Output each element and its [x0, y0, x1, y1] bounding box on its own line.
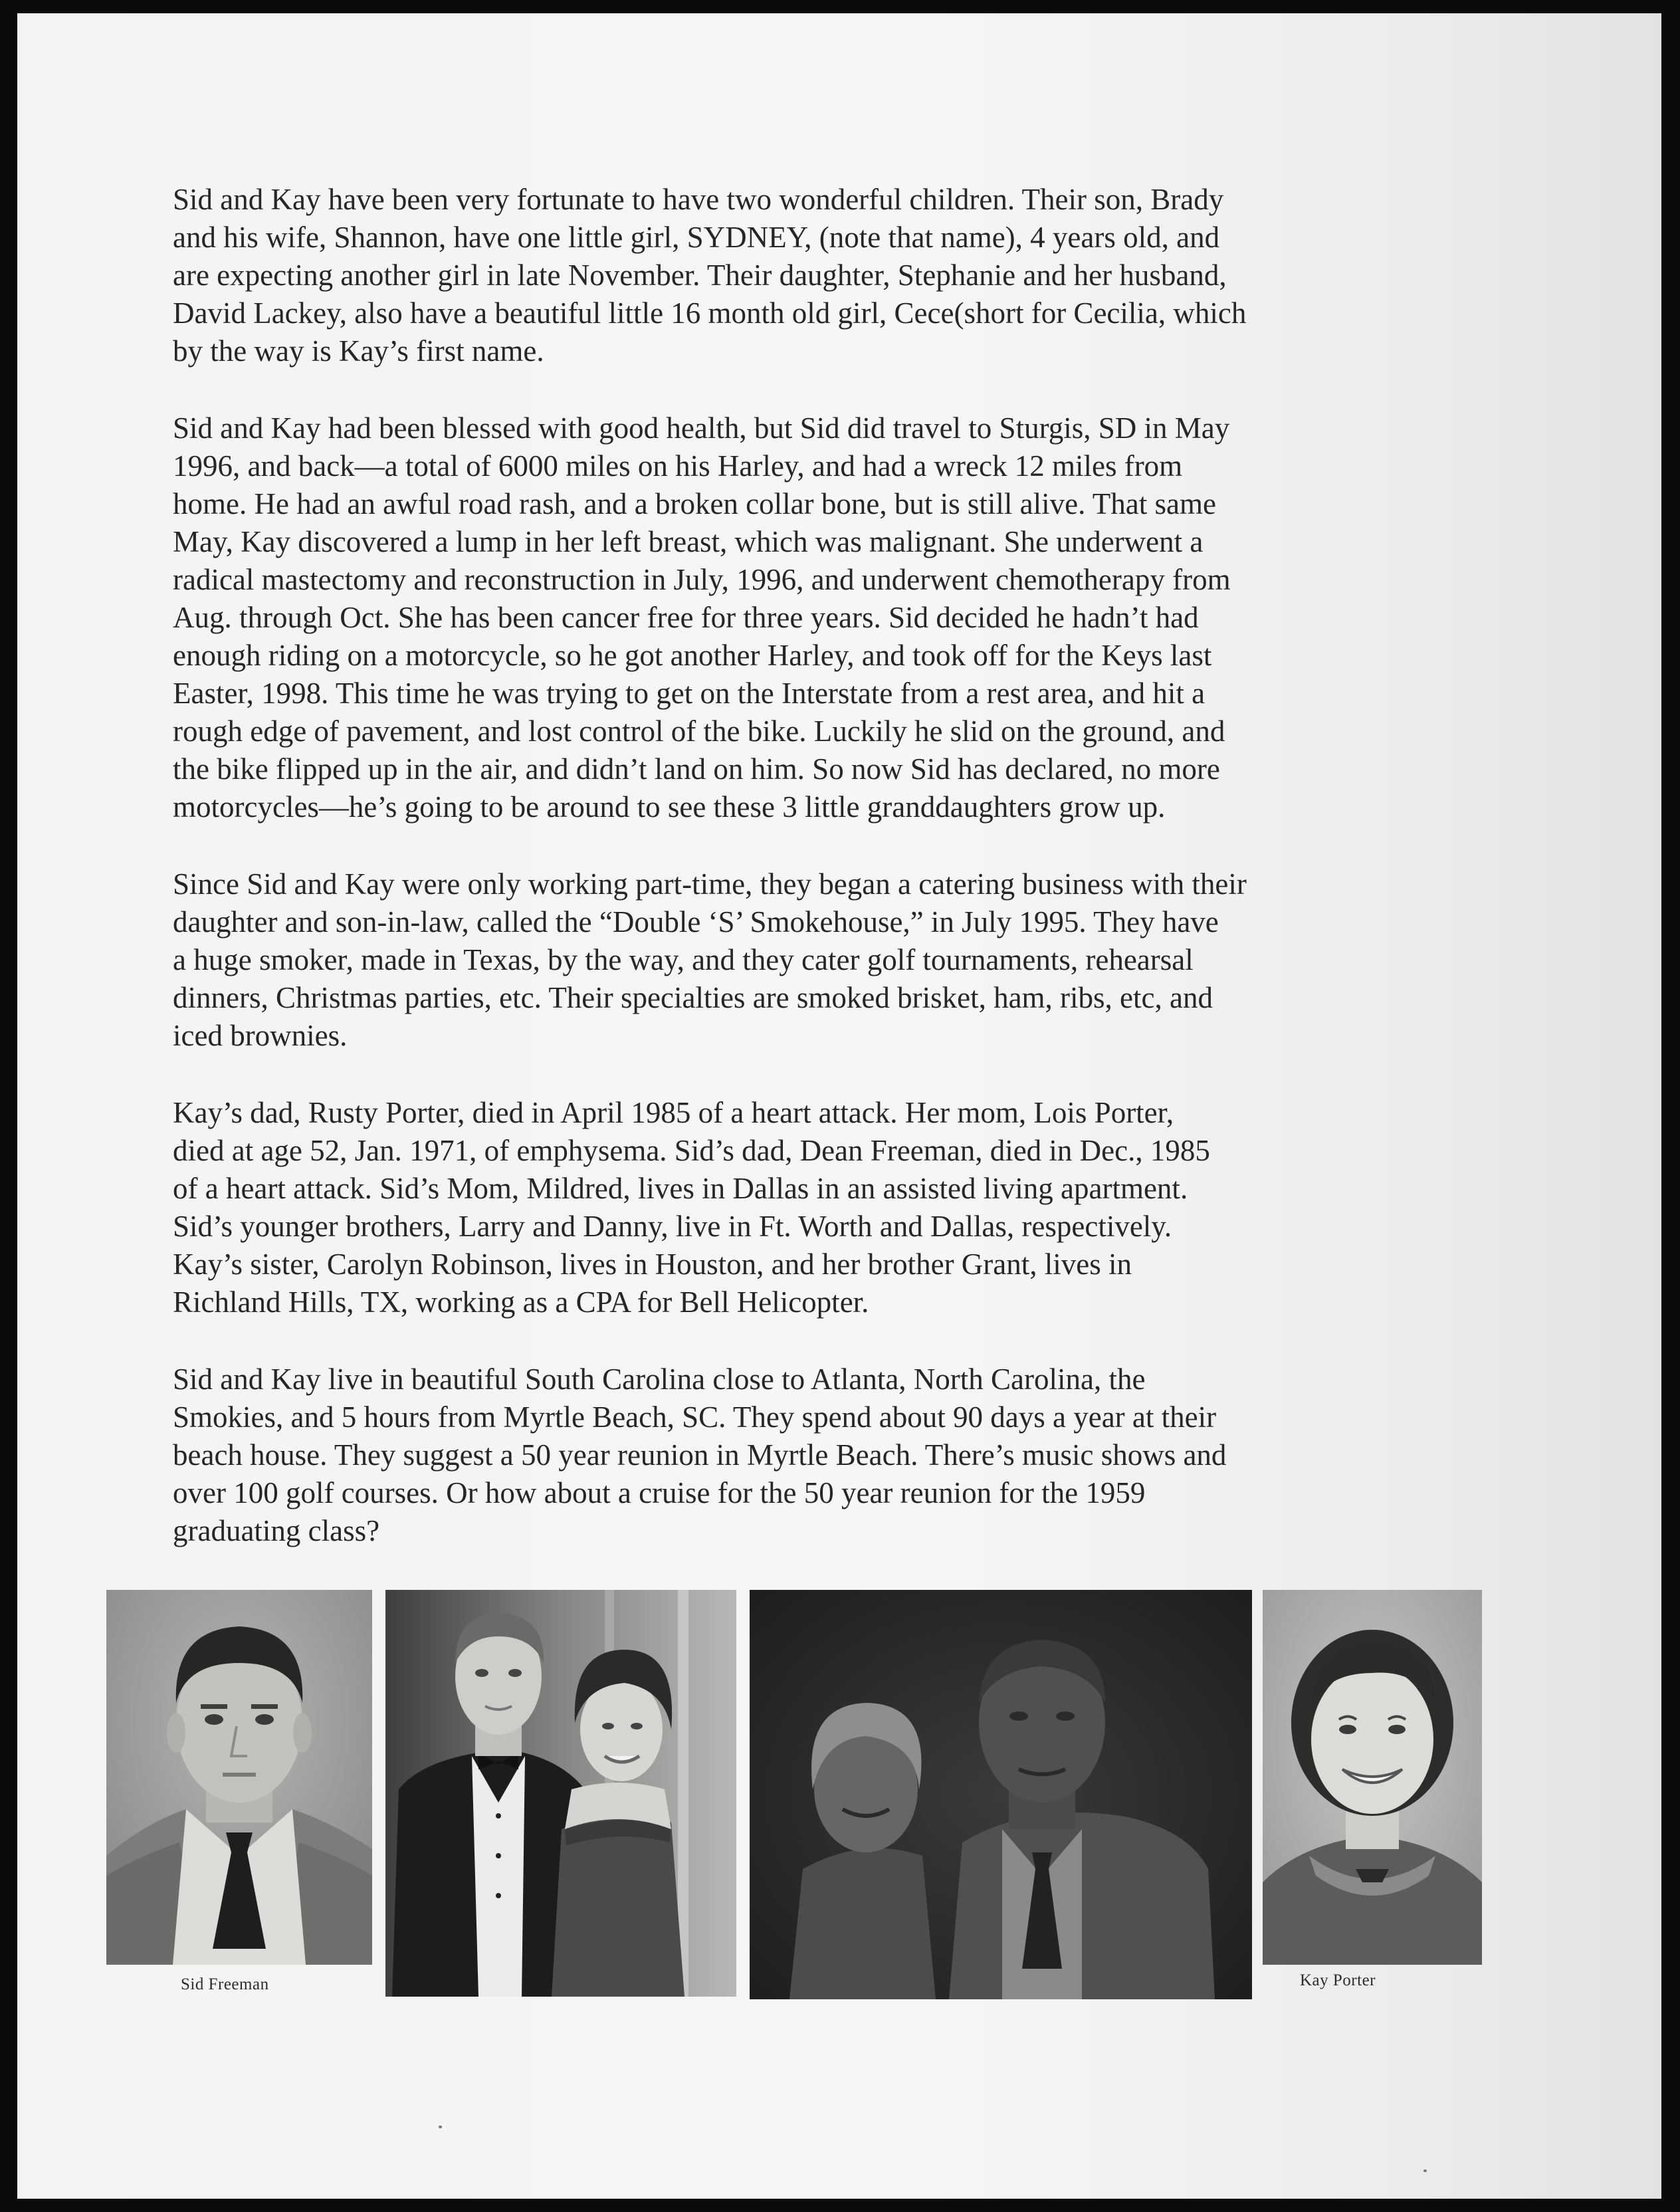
article-body — [173, 181, 1435, 1589]
text-line: daughter and son-in-law, called the “Double ‘S’ Smokehouse,” in July 1995. They have — [173, 905, 1219, 939]
text-line: Smokies, and 5 hours from Myrtle Beach, SC. They spend about 90 days a year at their — [173, 1400, 1217, 1434]
text-line: Kay’s dad, Rusty Porter, died in April 1985 of a heart attack. Her mom, Lois Porter, — [173, 1096, 1174, 1129]
paragraph-family — [173, 1094, 1435, 1321]
text-line: graduating class? — [173, 1514, 380, 1547]
document-page — [17, 13, 1661, 2199]
paragraph-children — [173, 181, 1435, 370]
text-line: Since Sid and Kay were only working part-time, they began a catering business with their — [173, 867, 1247, 901]
text-line: Aug. through Oct. She has been cancer free for three years. Sid decided he hadn’t had — [173, 601, 1199, 634]
scan-speck — [439, 2126, 442, 2128]
text-line: enough riding on a motorcycle, so he got another Harley, and took off for the Keys last — [173, 639, 1212, 672]
text-line: a huge smoker, made in Texas, by the way, and they cater golf tournaments, rehearsal — [173, 943, 1194, 976]
caption-kay: Kay Porter — [1300, 1971, 1376, 1989]
text-line: over 100 golf courses. Or how about a cruise for the 50 year reunion for the 1959 — [173, 1476, 1146, 1509]
text-line: Easter, 1998. This time he was trying to get on the Interstate from a rest area, and hit a — [173, 677, 1206, 710]
text-line: 1996, and back—a total of 6000 miles on his Harley, and had a wreck 12 miles from — [173, 449, 1183, 483]
text-line: Richland Hills, TX, working as a CPA for Bell Helicopter. — [173, 1285, 869, 1319]
text-line: May, Kay discovered a lump in her left breast, which was malignant. She underwent a — [173, 525, 1204, 558]
text-line: Sid and Kay had been blessed with good health, but Sid did travel to Sturgis, SD in May — [173, 411, 1230, 445]
photo-kay-portrait — [1263, 1590, 1482, 1965]
paragraph-health — [173, 409, 1435, 826]
text-line: of a heart attack. Sid’s Mom, Mildred, lives in Dallas in an assisted living apartment. — [173, 1172, 1188, 1205]
text-line: and his wife, Shannon, have one little girl, SYDNEY, (note that name), 4 years old, and — [173, 221, 1220, 254]
photo-sid-portrait — [106, 1590, 372, 1965]
scan-speck — [1423, 2169, 1427, 2172]
photo-couple-recent — [750, 1590, 1252, 1999]
text-line: Sid’s younger brothers, Larry and Danny, live in Ft. Worth and Dallas, respectively. — [173, 1210, 1172, 1243]
text-line: Sid and Kay have been very fortunate to have two wonderful children. Their son, Brady — [173, 183, 1224, 216]
text-line: Sid and Kay live in beautiful South Carolina close to Atlanta, North Carolina, the — [173, 1363, 1146, 1396]
paragraph-reunion — [173, 1361, 1435, 1550]
text-line: iced brownies. — [173, 1019, 348, 1052]
paragraph-catering — [173, 865, 1435, 1055]
text-line: the bike flipped up in the air, and didn’t land on him. So now Sid has declared, no more — [173, 752, 1220, 786]
text-line: by the way is Kay’s first name. — [173, 334, 544, 368]
text-line: are expecting another girl in late November. Their daughter, Stephanie and her husband, — [173, 259, 1227, 292]
text-line: dinners, Christmas parties, etc. Their specialties are smoked brisket, ham, ribs, etc, and — [173, 981, 1213, 1014]
text-line: motorcycles—he’s going to be around to see these 3 little granddaughters grow up. — [173, 790, 1166, 824]
caption-sid: Sid Freeman — [181, 1975, 269, 1993]
text-line: died at age 52, Jan. 1971, of emphysema. Sid’s dad, Dean Freeman, died in Dec., 1985 — [173, 1134, 1210, 1167]
text-line: rough edge of pavement, and lost control of the bike. Luckily he slid on the ground, and — [173, 715, 1225, 748]
photo-couple-formal — [385, 1590, 736, 1997]
text-line: radical mastectomy and reconstruction in July, 1996, and underwent chemotherapy from — [173, 563, 1231, 596]
text-line: beach house. They suggest a 50 year reunion in Myrtle Beach. There’s music shows and — [173, 1438, 1227, 1472]
text-line: home. He had an awful road rash, and a broken collar bone, but is still alive. That same — [173, 487, 1216, 520]
text-line: David Lackey, also have a beautiful little 16 month old girl, Cece(short for Cecilia, which — [173, 296, 1247, 330]
text-line: Kay’s sister, Carolyn Robinson, lives in Houston, and her brother Grant, lives in — [173, 1248, 1132, 1281]
